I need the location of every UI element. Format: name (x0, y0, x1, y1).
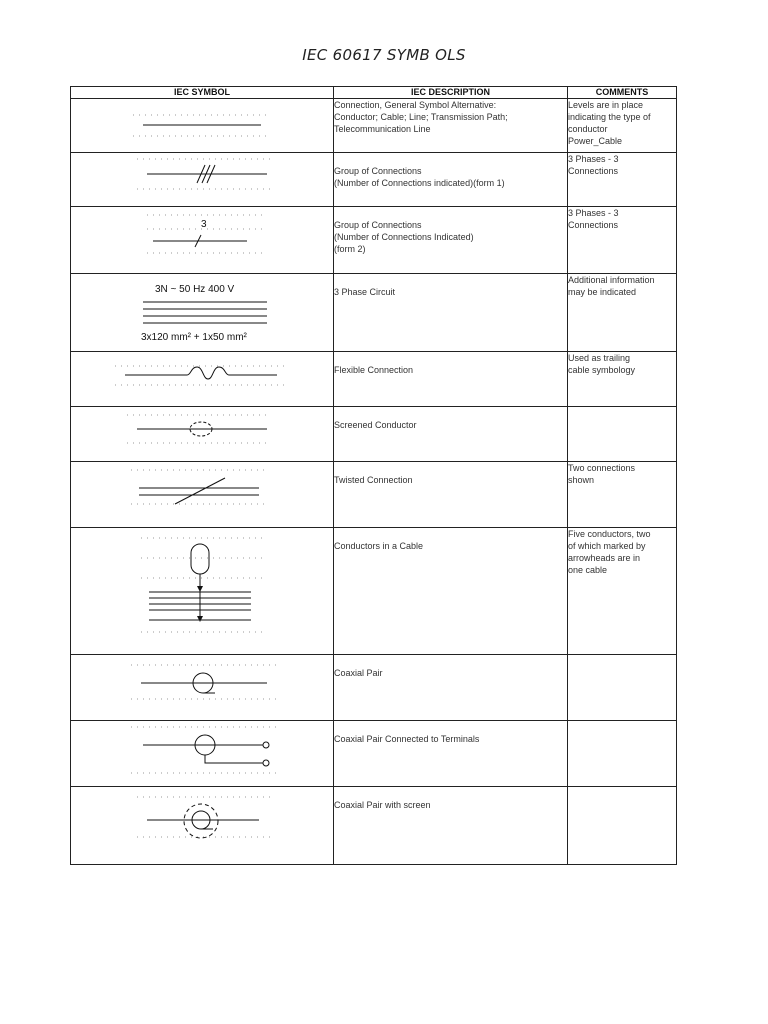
conductors-in-cable-icon (71, 528, 334, 649)
symbol-screened-conductor (71, 407, 334, 462)
connections-count-label: 3 (201, 219, 207, 230)
symbol-3-phase-circuit (71, 274, 334, 352)
description-cell: Coaxial Pair with screen (334, 787, 568, 865)
table-header-row (71, 87, 677, 99)
comment-cell: Levels are in place indicating the type of conductor Power_Cable (568, 99, 677, 153)
flexible-connection-icon (71, 352, 334, 401)
symbol-group-form1 (71, 153, 334, 207)
group-connections-number-icon (71, 207, 334, 268)
comment-cell: Two connections shown (568, 462, 677, 528)
comment-cell: 3 Phases - 3 Connections (568, 153, 677, 207)
symbol-connection-general (71, 99, 334, 153)
description-cell: Coaxial Pair Connected to Terminals (334, 721, 568, 787)
symbols-table (70, 86, 677, 865)
header-symbol: IEC SYMBOL (71, 87, 334, 99)
table-row (71, 721, 677, 787)
comment-cell: Five conductors, two of which marked by arrowheads are in one cable (568, 528, 677, 655)
table-row (71, 462, 677, 528)
connection-line-icon (71, 99, 334, 147)
header-description: IEC DESCRIPTION (334, 87, 568, 99)
description-cell: 3 Phase Circuit (334, 274, 568, 352)
symbol-twisted-connection (71, 462, 334, 528)
symbol-coaxial-pair-terminals (71, 721, 334, 787)
comment-cell (568, 721, 677, 787)
description-cell: Conductors in a Cable (334, 528, 568, 655)
coaxial-pair-icon (71, 655, 334, 715)
table-row (71, 655, 677, 721)
group-connections-slashes-icon (71, 153, 334, 201)
conductor-size-label: 3x120 mm² + 1x50 mm² (141, 332, 247, 343)
table-row (71, 207, 677, 274)
symbol-coaxial-pair-screen (71, 787, 334, 865)
description-cell: Coaxial Pair (334, 655, 568, 721)
comment-cell (568, 655, 677, 721)
coaxial-pair-screen-icon (71, 787, 334, 859)
table-row (71, 99, 677, 153)
comment-cell: 3 Phases - 3 Connections (568, 207, 677, 274)
circuit-spec-label: 3N ~ 50 Hz 400 V (155, 284, 235, 295)
header-comments: COMMENTS (568, 87, 677, 99)
comment-cell (568, 407, 677, 462)
symbol-group-form2 (71, 207, 334, 274)
screened-conductor-icon (71, 407, 334, 456)
description-cell: Screened Conductor (334, 407, 568, 462)
comment-cell: Additional information may be indicated (568, 274, 677, 352)
comment-cell: Used as trailing cable symbology (568, 352, 677, 407)
symbol-coaxial-pair (71, 655, 334, 721)
description-cell: Twisted Connection (334, 462, 568, 528)
table-row (71, 274, 677, 352)
three-phase-circuit-icon (71, 274, 334, 346)
twisted-connection-icon (71, 462, 334, 522)
table-row (71, 407, 677, 462)
table-row (71, 787, 677, 865)
description-cell: Connection, General Symbol Alternative: Conductor; Cable; Line; Transmission Path; Telecommunication Line (334, 99, 568, 153)
description-cell: Flexible Connection (334, 352, 568, 407)
symbol-conductors-in-cable (71, 528, 334, 655)
symbol-flexible-connection (71, 352, 334, 407)
table-row (71, 528, 677, 655)
coaxial-pair-terminals-icon (71, 721, 334, 781)
description-cell: Group of Connections (Number of Connections Indicated) (form 2) (334, 207, 568, 274)
description-cell: Group of Connections (Number of Connections indicated)(form 1) (334, 153, 568, 207)
comment-cell (568, 787, 677, 865)
table-row (71, 153, 677, 207)
table-row (71, 352, 677, 407)
page-title: IEC 60617 SYMB OLS (302, 46, 466, 64)
